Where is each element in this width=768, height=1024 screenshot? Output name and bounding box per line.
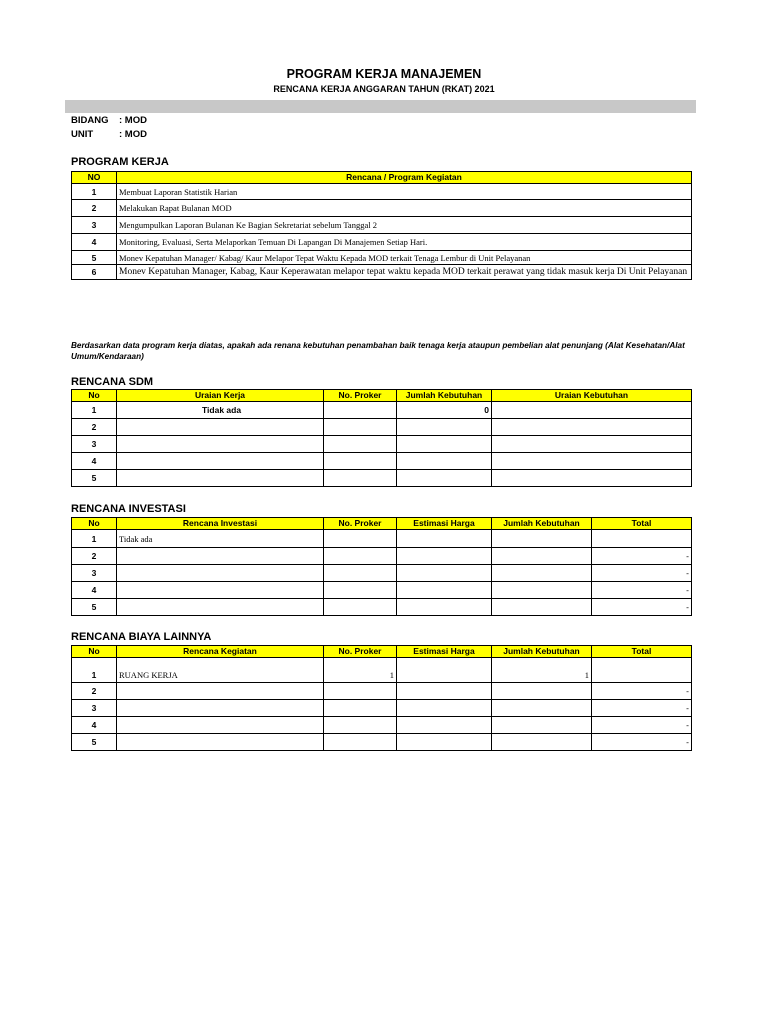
rencana-biaya-title: RENCANA BIAYA LAINNYA [71, 631, 212, 643]
row-no: 4 [72, 582, 117, 599]
row-uraian [117, 436, 324, 453]
row-rencana [117, 565, 324, 582]
rencana-sdm-title: RENCANA SDM [71, 376, 154, 388]
col-header-total: Total [592, 646, 692, 658]
row-no: 5 [72, 734, 117, 751]
row-rencana [117, 734, 324, 751]
row-jumlah [492, 734, 592, 751]
program-kerja-table [71, 171, 692, 280]
table-row [72, 582, 692, 599]
table-header-row [72, 518, 692, 530]
row-proker [324, 470, 397, 487]
row-uraian [117, 470, 324, 487]
bidang-line [71, 115, 147, 126]
row-no: 3 [72, 217, 117, 234]
col-header-no-proker: No. Proker [324, 646, 397, 658]
col-header-total: Total [592, 518, 692, 530]
row-jumlah [492, 530, 592, 548]
row-rencana [117, 599, 324, 616]
col-header-rencana-kegiatan: Rencana Kegiatan [117, 646, 324, 658]
row-jumlah [397, 453, 492, 470]
row-kegiatan: Monev Kepatuhan Manager/ Kabag/ Kaur Melapor Tepat Waktu Kepada MOD terkait Tenaga Lembur di Unit Pelayanan [117, 251, 692, 265]
col-header-no-proker: No. Proker [324, 390, 397, 402]
col-header-no: No [72, 646, 117, 658]
row-no: 4 [72, 234, 117, 251]
row-uraian: Tidak ada [117, 402, 324, 419]
page-title: PROGRAM KERJA MANAJEMEN [286, 67, 482, 81]
row-jumlah [492, 565, 592, 582]
row-no: 2 [72, 419, 117, 436]
col-header-jumlah-kebutuhan: Jumlah Kebutuhan [397, 390, 492, 402]
row-harga [397, 734, 492, 751]
row-proker [324, 599, 397, 616]
table-row [72, 184, 692, 200]
row-kebutuhan [492, 453, 692, 470]
row-rencana [117, 700, 324, 717]
row-no: 3 [72, 700, 117, 717]
row-no: 1 [72, 184, 117, 200]
row-no: 2 [72, 200, 117, 217]
row-jumlah [397, 436, 492, 453]
row-no: 4 [72, 717, 117, 734]
program-kerja-title: PROGRAM KERJA [71, 156, 169, 168]
row-jumlah: 0 [397, 402, 492, 419]
row-rencana [117, 683, 324, 700]
row-jumlah [492, 717, 592, 734]
unit-label: UNIT [71, 129, 94, 140]
table-header-row [72, 172, 692, 184]
unit-line [71, 129, 147, 140]
table-row [72, 470, 692, 487]
row-kegiatan: Membuat Laporan Statistik Harian [117, 184, 692, 200]
col-header-no-proker: No. Proker [324, 518, 397, 530]
table-row [72, 734, 692, 751]
row-rencana [117, 717, 324, 734]
row-harga [397, 582, 492, 599]
row-kegiatan: Monitoring, Evaluasi, Serta Melaporkan Temuan Di Lapangan Di Manajemen Setiap Hari. [117, 234, 692, 251]
col-header-uraian-kebutuhan: Uraian Kebutuhan [492, 390, 692, 402]
row-no: 2 [72, 548, 117, 565]
row-no: 5 [72, 599, 117, 616]
row-no: 1 [72, 658, 117, 683]
row-harga [397, 658, 492, 683]
note-text: Berdasarkan data program kerja diatas, apakah ada renana kebutuhan penambahan baik tenaga kerja ataupun pembelian alat penunjang (Alat Kesehatan/Alat Umum/Kendaraan) [71, 341, 685, 361]
table-row [72, 599, 692, 616]
row-harga [397, 548, 492, 565]
row-uraian [117, 453, 324, 470]
table-row [72, 530, 692, 548]
row-total: - [592, 734, 692, 751]
row-proker [324, 453, 397, 470]
row-rencana: RUANG KERJA [117, 658, 324, 683]
col-header-jumlah-kebutuhan: Jumlah Kebutuhan [492, 518, 592, 530]
table-row [72, 683, 692, 700]
row-total: - [592, 683, 692, 700]
row-harga [397, 565, 492, 582]
row-proker [324, 683, 397, 700]
row-total: - [592, 582, 692, 599]
row-jumlah [492, 683, 592, 700]
row-no: 4 [72, 453, 117, 470]
col-header-no: No [72, 390, 117, 402]
row-rencana: Tidak ada [117, 530, 324, 548]
row-kebutuhan [492, 470, 692, 487]
row-total: - [592, 565, 692, 582]
row-proker [324, 565, 397, 582]
row-no: 6 [72, 265, 117, 280]
row-jumlah [492, 548, 592, 565]
table-row [72, 217, 692, 234]
row-jumlah [492, 700, 592, 717]
table-row [72, 402, 692, 419]
rencana-biaya-table [71, 645, 692, 751]
row-harga [397, 700, 492, 717]
table-row [72, 200, 692, 217]
row-proker: 1 [324, 658, 397, 683]
table-row [72, 565, 692, 582]
row-proker [324, 402, 397, 419]
table-header-row [72, 390, 692, 402]
table-header-row [72, 646, 692, 658]
unit-value: : MOD [119, 129, 147, 140]
table-row [72, 265, 692, 280]
table-row [72, 658, 692, 683]
row-jumlah [397, 470, 492, 487]
row-no: 5 [72, 470, 117, 487]
col-header-rencana-investasi: Rencana Investasi [117, 518, 324, 530]
row-total: - [592, 700, 692, 717]
rencana-sdm-table [71, 389, 692, 487]
row-kebutuhan [492, 419, 692, 436]
row-rencana [117, 582, 324, 599]
row-no: 2 [72, 683, 117, 700]
col-header-jumlah-kebutuhan: Jumlah Kebutuhan [492, 646, 592, 658]
table-row [72, 251, 692, 265]
table-row [72, 436, 692, 453]
row-jumlah: 1 [492, 658, 592, 683]
row-rencana [117, 548, 324, 565]
table-row [72, 419, 692, 436]
row-uraian [117, 419, 324, 436]
row-jumlah [397, 419, 492, 436]
bidang-value: : MOD [119, 115, 147, 126]
table-row [72, 700, 692, 717]
row-proker [324, 582, 397, 599]
row-no: 1 [72, 402, 117, 419]
table-row [72, 548, 692, 565]
row-no: 5 [72, 251, 117, 265]
row-kegiatan: Monev Kepatuhan Manager, Kabag, Kaur Keperawatan melapor tepat waktu kepada MOD terkait perawat yang tidak masuk kerja Di Unit Pelayanan [117, 265, 692, 280]
row-kegiatan: Melakukan Rapat Bulanan MOD [117, 200, 692, 217]
col-header-no: NO [72, 172, 117, 184]
row-total [592, 658, 692, 683]
row-total [592, 530, 692, 548]
col-header-estimasi-harga: Estimasi Harga [397, 646, 492, 658]
row-harga [397, 683, 492, 700]
row-jumlah [492, 582, 592, 599]
row-total: - [592, 548, 692, 565]
col-header-no: No [72, 518, 117, 530]
row-proker [324, 419, 397, 436]
row-kebutuhan [492, 436, 692, 453]
bidang-label: BIDANG [71, 115, 109, 126]
row-proker [324, 530, 397, 548]
row-proker [324, 700, 397, 717]
row-proker [324, 548, 397, 565]
rencana-investasi-title: RENCANA INVESTASI [71, 503, 186, 515]
row-no: 3 [72, 436, 117, 453]
row-total: - [592, 717, 692, 734]
rencana-investasi-table [71, 517, 692, 616]
col-header-rencana: Rencana / Program Kegiatan [117, 172, 692, 184]
row-total: - [592, 599, 692, 616]
col-header-uraian-kerja: Uraian Kerja [117, 390, 324, 402]
table-row [72, 453, 692, 470]
row-proker [324, 734, 397, 751]
row-kebutuhan [492, 402, 692, 419]
row-harga [397, 599, 492, 616]
table-row [72, 717, 692, 734]
table-row [72, 234, 692, 251]
row-kegiatan: Mengumpulkan Laporan Bulanan Ke Bagian Sekretariat sebelum Tanggal 2 [117, 217, 692, 234]
row-harga [397, 717, 492, 734]
row-no: 1 [72, 530, 117, 548]
row-no: 3 [72, 565, 117, 582]
page-subtitle: RENCANA KERJA ANGGARAN TAHUN (RKAT) 2021 [273, 84, 495, 94]
row-proker [324, 436, 397, 453]
col-header-estimasi-harga: Estimasi Harga [397, 518, 492, 530]
gray-divider-bar [65, 100, 696, 113]
row-jumlah [492, 599, 592, 616]
row-harga [397, 530, 492, 548]
row-proker [324, 717, 397, 734]
